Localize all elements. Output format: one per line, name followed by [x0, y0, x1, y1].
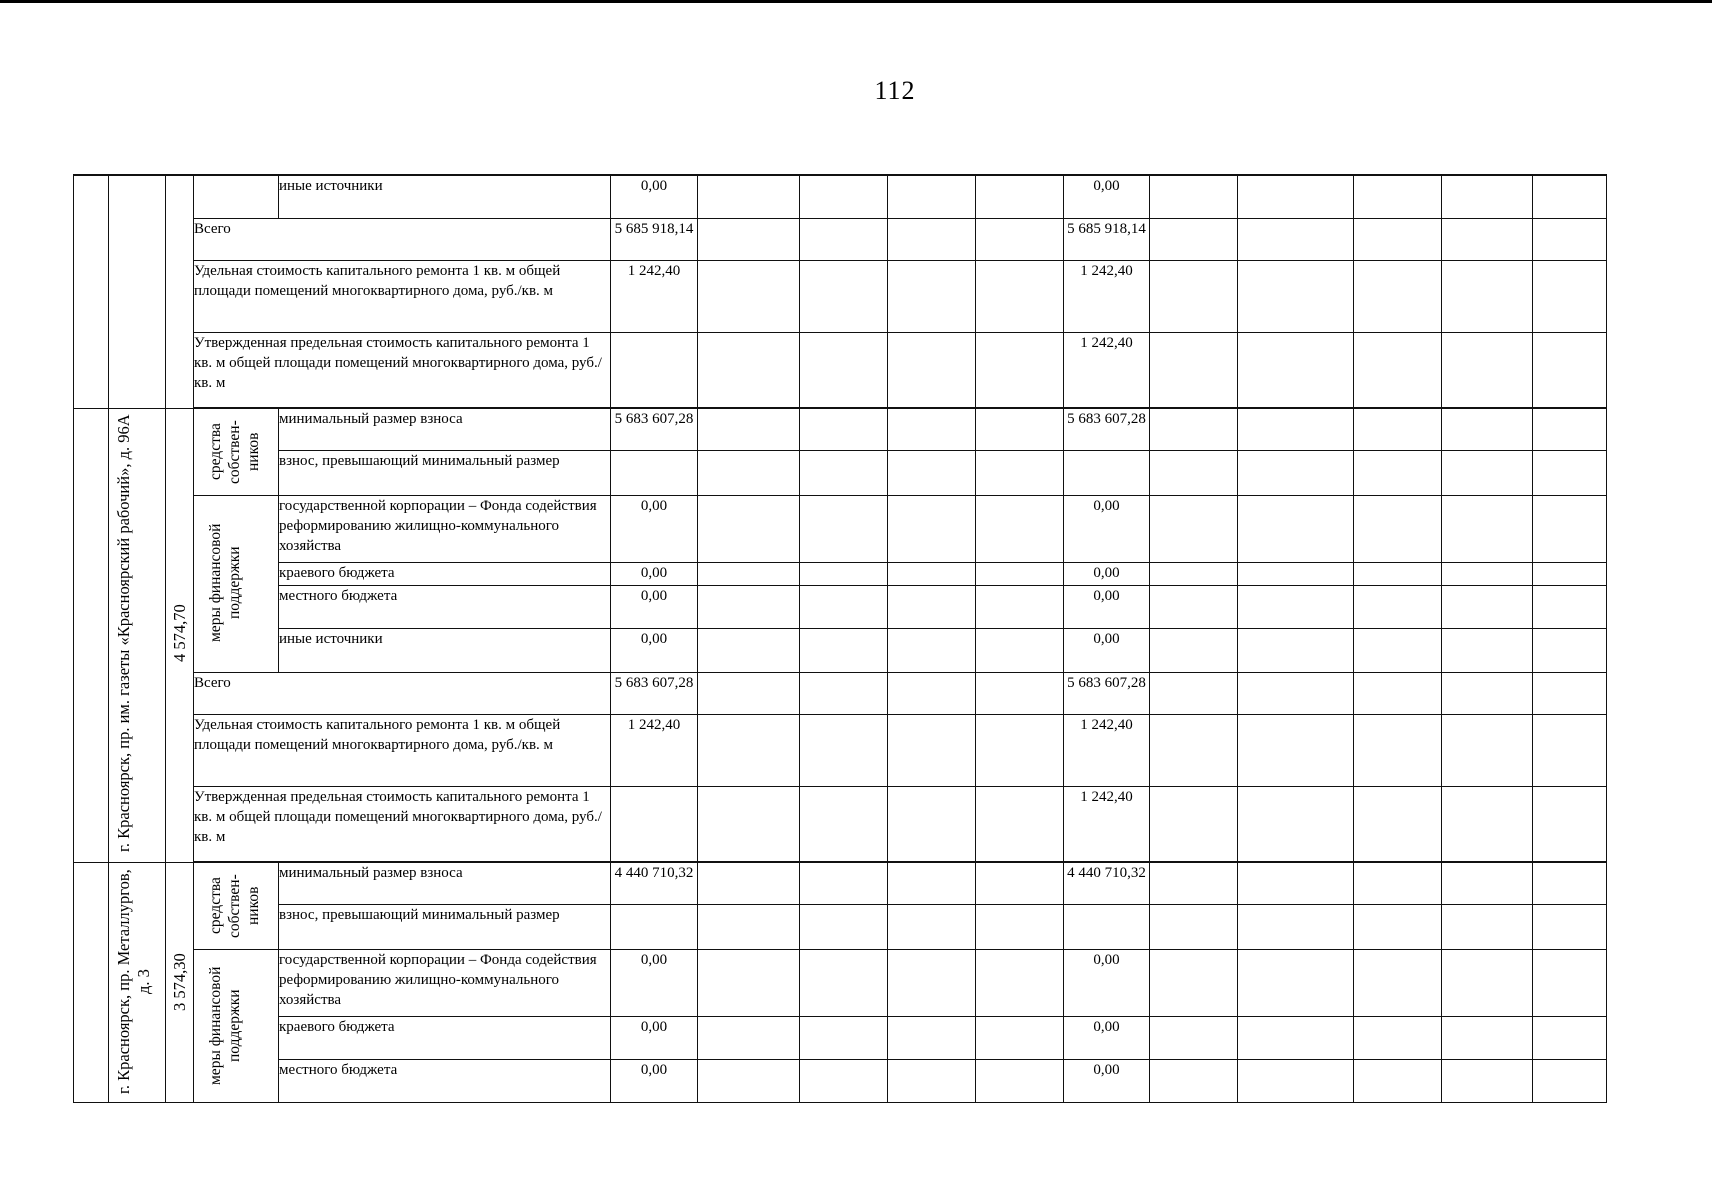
empty-cell	[1354, 714, 1442, 786]
group-financial-support	[194, 495, 279, 672]
value-cell: 0,00	[611, 175, 698, 218]
empty-cell	[1354, 495, 1442, 562]
empty-cell	[1150, 175, 1238, 218]
value-cell: 0,00	[1064, 1060, 1150, 1102]
value-cell: 0,00	[611, 585, 698, 628]
empty-cell	[1150, 862, 1238, 904]
empty-cell	[698, 786, 800, 861]
empty-cell	[976, 862, 1064, 904]
table-row	[74, 218, 1607, 260]
empty-cell	[888, 408, 976, 450]
empty-cell	[1354, 786, 1442, 861]
empty-cell	[1238, 562, 1354, 585]
empty-cell	[1150, 628, 1238, 672]
empty-cell	[1442, 1016, 1533, 1059]
empty-cell	[976, 562, 1064, 585]
value-cell: 1 242,40	[1064, 786, 1150, 861]
empty-cell	[1354, 1016, 1442, 1059]
value-cell: 0,00	[1064, 585, 1150, 628]
table-row	[74, 862, 1607, 904]
table-cell	[194, 175, 279, 218]
value-cell: 1 242,40	[1064, 332, 1150, 407]
empty-cell	[888, 562, 976, 585]
empty-cell	[1533, 862, 1607, 904]
empty-cell	[888, 862, 976, 904]
empty-cell	[800, 562, 888, 585]
empty-cell	[1238, 628, 1354, 672]
empty-cell	[976, 1016, 1064, 1059]
group-financial-support	[194, 949, 279, 1102]
empty-cell	[976, 672, 1064, 714]
table-row	[74, 1016, 1607, 1059]
empty-cell	[1354, 1060, 1442, 1102]
empty-cell	[888, 904, 976, 949]
empty-cell	[1442, 714, 1533, 786]
value-cell: 1 242,40	[1064, 714, 1150, 786]
empty-cell	[1354, 585, 1442, 628]
value-cell: 1 242,40	[611, 714, 698, 786]
value-cell: 5 683 607,28	[1064, 672, 1150, 714]
empty-cell	[976, 175, 1064, 218]
empty-cell	[800, 714, 888, 786]
top-border-line	[0, 0, 1712, 3]
empty-cell	[888, 786, 976, 861]
row-label: минимальный размер взноса	[279, 862, 611, 904]
group-label: меры финансовой поддержки	[207, 522, 243, 642]
empty-cell	[1238, 332, 1354, 407]
empty-cell	[1238, 862, 1354, 904]
empty-cell	[1442, 1060, 1533, 1102]
empty-cell	[698, 1060, 800, 1102]
empty-cell	[1238, 408, 1354, 450]
empty-cell	[698, 175, 800, 218]
table-row	[74, 628, 1607, 672]
row-label: иные источники	[279, 628, 611, 672]
row-label: краевого бюджета	[279, 1016, 611, 1059]
empty-cell	[1354, 260, 1442, 332]
row-label: государственной корпорации – Фонда содействия реформированию жилищно-коммунального хозяйства	[279, 495, 611, 562]
empty-cell	[1354, 672, 1442, 714]
empty-cell	[1442, 862, 1533, 904]
table-row	[74, 332, 1607, 407]
empty-cell	[1533, 218, 1607, 260]
empty-cell	[800, 1060, 888, 1102]
value-cell: 4 440 710,32	[611, 862, 698, 904]
table-row	[74, 585, 1607, 628]
empty-cell	[1150, 585, 1238, 628]
empty-cell	[888, 218, 976, 260]
empty-cell	[888, 332, 976, 407]
value-cell: 0,00	[1064, 175, 1150, 218]
row-label: взнос, превышающий минимальный размер	[279, 904, 611, 949]
empty-cell	[1150, 562, 1238, 585]
empty-cell	[1238, 714, 1354, 786]
empty-cell	[888, 714, 976, 786]
empty-cell	[800, 218, 888, 260]
empty-cell	[611, 786, 698, 861]
empty-cell	[976, 585, 1064, 628]
group-owners-funds	[194, 862, 279, 949]
empty-cell	[1533, 175, 1607, 218]
table-row	[74, 408, 1607, 450]
empty-cell	[1238, 175, 1354, 218]
empty-cell	[1442, 949, 1533, 1016]
empty-cell	[976, 628, 1064, 672]
empty-cell	[1238, 218, 1354, 260]
empty-cell	[888, 949, 976, 1016]
empty-cell	[976, 260, 1064, 332]
empty-cell	[800, 260, 888, 332]
empty-cell	[1238, 260, 1354, 332]
row-label: краевого бюджета	[279, 562, 611, 585]
empty-cell	[976, 949, 1064, 1016]
empty-cell	[1238, 450, 1354, 495]
group-owners-funds	[194, 408, 279, 495]
empty-cell	[800, 408, 888, 450]
empty-cell	[1150, 218, 1238, 260]
empty-cell	[976, 218, 1064, 260]
empty-cell	[1442, 260, 1533, 332]
empty-cell	[1533, 1060, 1607, 1102]
empty-cell	[1238, 786, 1354, 861]
empty-cell	[1238, 904, 1354, 949]
empty-cell	[1354, 218, 1442, 260]
value-cell: 1 242,40	[611, 260, 698, 332]
value-cell: 0,00	[611, 1016, 698, 1059]
house-area-cell	[166, 408, 194, 862]
empty-cell	[800, 1016, 888, 1059]
empty-cell	[1533, 260, 1607, 332]
value-cell: 0,00	[611, 1060, 698, 1102]
empty-cell	[1354, 175, 1442, 218]
table-row	[74, 450, 1607, 495]
table-cell	[74, 175, 109, 408]
house-address-cell	[109, 408, 166, 862]
empty-cell	[888, 628, 976, 672]
value-cell: 4 440 710,32	[1064, 862, 1150, 904]
value-cell: 0,00	[611, 628, 698, 672]
value-cell: 0,00	[611, 949, 698, 1016]
empty-cell	[888, 260, 976, 332]
empty-cell	[1354, 862, 1442, 904]
value-cell: 5 683 607,28	[611, 408, 698, 450]
empty-cell	[698, 260, 800, 332]
empty-cell	[800, 332, 888, 407]
empty-cell	[976, 408, 1064, 450]
empty-cell	[698, 562, 800, 585]
empty-cell	[1238, 585, 1354, 628]
empty-cell	[1442, 672, 1533, 714]
empty-cell	[1533, 904, 1607, 949]
empty-cell	[976, 904, 1064, 949]
page-number: 112	[874, 76, 916, 105]
row-label-total: Всего	[194, 672, 611, 714]
house-area-cell	[166, 862, 194, 1102]
value-cell: 1 242,40	[1064, 260, 1150, 332]
empty-cell	[1150, 495, 1238, 562]
empty-cell	[1533, 495, 1607, 562]
empty-cell	[698, 1016, 800, 1059]
empty-cell	[1533, 949, 1607, 1016]
empty-cell	[1150, 332, 1238, 407]
empty-cell	[1442, 628, 1533, 672]
table-row	[74, 175, 1607, 218]
table-cell	[74, 862, 109, 1102]
row-label-limit-cost: Утвержденная предельная стоимость капитального ремонта 1 кв. м общей площади помещений многоквартирного дома, руб./кв. м	[194, 332, 611, 407]
empty-cell	[976, 1060, 1064, 1102]
empty-cell	[1533, 408, 1607, 450]
empty-cell	[1533, 332, 1607, 407]
empty-cell	[611, 332, 698, 407]
row-label: местного бюджета	[279, 585, 611, 628]
empty-cell	[1150, 1016, 1238, 1059]
empty-cell	[698, 714, 800, 786]
empty-cell	[800, 450, 888, 495]
empty-cell	[1150, 408, 1238, 450]
empty-cell	[698, 949, 800, 1016]
empty-cell	[1533, 1016, 1607, 1059]
empty-cell	[888, 450, 976, 495]
empty-cell	[1354, 949, 1442, 1016]
row-label-total: Всего	[194, 218, 611, 260]
empty-cell	[1442, 786, 1533, 861]
empty-cell	[698, 862, 800, 904]
value-cell: 0,00	[1064, 1016, 1150, 1059]
table-row	[74, 562, 1607, 585]
empty-cell	[1442, 332, 1533, 407]
row-label-unit-cost: Удельная стоимость капитального ремонта 1 кв. м общей площади помещений многоквартирного дома, руб./кв. м	[194, 714, 611, 786]
empty-cell	[1533, 585, 1607, 628]
empty-cell	[1442, 585, 1533, 628]
empty-cell	[1150, 714, 1238, 786]
table-row	[74, 495, 1607, 562]
row-label-unit-cost: Удельная стоимость капитального ремонта 1 кв. м общей площади помещений многоквартирного дома, руб./кв. м	[194, 260, 611, 332]
empty-cell	[698, 332, 800, 407]
table-row	[74, 672, 1607, 714]
empty-cell	[1354, 904, 1442, 949]
table-cell	[166, 175, 194, 408]
group-label: средства собствен-ников	[207, 419, 262, 484]
group-label: меры финансовой поддержки	[207, 966, 243, 1085]
empty-cell	[1442, 495, 1533, 562]
empty-cell	[1354, 562, 1442, 585]
table-row	[74, 904, 1607, 949]
empty-cell	[800, 862, 888, 904]
empty-cell	[800, 585, 888, 628]
empty-cell	[1238, 1060, 1354, 1102]
empty-cell	[1354, 450, 1442, 495]
value-cell: 5 685 918,14	[1064, 218, 1150, 260]
empty-cell	[888, 672, 976, 714]
row-label-limit-cost: Утвержденная предельная стоимость капитального ремонта 1 кв. м общей площади помещений многоквартирного дома, руб./кв. м	[194, 786, 611, 861]
empty-cell	[1442, 562, 1533, 585]
empty-cell	[1150, 904, 1238, 949]
table-row	[74, 260, 1607, 332]
empty-cell	[1064, 450, 1150, 495]
empty-cell	[1354, 408, 1442, 450]
empty-cell	[800, 672, 888, 714]
row-label: государственной корпорации – Фонда содействия реформированию жилищно-коммунального хозяйства	[279, 949, 611, 1016]
empty-cell	[1150, 949, 1238, 1016]
house-area: 3 574,30	[169, 952, 189, 1011]
empty-cell	[800, 949, 888, 1016]
empty-cell	[698, 408, 800, 450]
empty-cell	[1533, 628, 1607, 672]
empty-cell	[1354, 332, 1442, 407]
empty-cell	[800, 495, 888, 562]
empty-cell	[976, 714, 1064, 786]
empty-cell	[1533, 562, 1607, 585]
empty-cell	[888, 495, 976, 562]
empty-cell	[1150, 786, 1238, 861]
empty-cell	[698, 450, 800, 495]
row-label: минимальный размер взноса	[279, 408, 611, 450]
table-row	[74, 714, 1607, 786]
value-cell: 5 685 918,14	[611, 218, 698, 260]
empty-cell	[888, 1060, 976, 1102]
empty-cell	[888, 175, 976, 218]
empty-cell	[698, 585, 800, 628]
group-label: средства собствен-ников	[207, 873, 262, 938]
empty-cell	[698, 904, 800, 949]
value-cell: 0,00	[1064, 628, 1150, 672]
empty-cell	[800, 904, 888, 949]
house-address: г. Красноярск, пр. им. газеты «Красноярский рабочий», д. 96А	[114, 413, 133, 852]
value-cell: 0,00	[611, 495, 698, 562]
empty-cell	[1354, 628, 1442, 672]
empty-cell	[1442, 408, 1533, 450]
empty-cell	[698, 672, 800, 714]
row-label: местного бюджета	[279, 1060, 611, 1102]
empty-cell	[1150, 450, 1238, 495]
empty-cell	[800, 175, 888, 218]
empty-cell	[611, 904, 698, 949]
value-cell: 5 683 607,28	[611, 672, 698, 714]
empty-cell	[1533, 786, 1607, 861]
empty-cell	[888, 1016, 976, 1059]
empty-cell	[1533, 450, 1607, 495]
house-area: 4 574,70	[169, 603, 189, 662]
house-address: г. Красноярск, пр. Металлургов, д. 3	[114, 869, 153, 1094]
table-row	[74, 949, 1607, 1016]
empty-cell	[698, 218, 800, 260]
table-cell	[109, 175, 166, 408]
value-cell: 5 683 607,28	[1064, 408, 1150, 450]
empty-cell	[1238, 949, 1354, 1016]
capital-repair-table	[73, 174, 1607, 1103]
table-cell	[74, 408, 109, 862]
empty-cell	[1150, 1060, 1238, 1102]
value-cell: 0,00	[1064, 949, 1150, 1016]
empty-cell	[976, 495, 1064, 562]
value-cell: 0,00	[1064, 562, 1150, 585]
table-row	[74, 786, 1607, 861]
table-row	[74, 1060, 1607, 1102]
empty-cell	[698, 628, 800, 672]
house-address-cell	[109, 862, 166, 1102]
empty-cell	[1064, 904, 1150, 949]
row-label: иные источники	[279, 175, 611, 218]
empty-cell	[1238, 1016, 1354, 1059]
empty-cell	[1442, 218, 1533, 260]
empty-cell	[1533, 714, 1607, 786]
value-cell: 0,00	[611, 562, 698, 585]
empty-cell	[1150, 672, 1238, 714]
empty-cell	[1238, 495, 1354, 562]
empty-cell	[1442, 175, 1533, 218]
empty-cell	[1533, 672, 1607, 714]
empty-cell	[800, 786, 888, 861]
empty-cell	[800, 628, 888, 672]
empty-cell	[1150, 260, 1238, 332]
empty-cell	[888, 585, 976, 628]
empty-cell	[976, 450, 1064, 495]
empty-cell	[1442, 904, 1533, 949]
empty-cell	[976, 786, 1064, 861]
empty-cell	[698, 495, 800, 562]
empty-cell	[976, 332, 1064, 407]
empty-cell	[1238, 672, 1354, 714]
value-cell: 0,00	[1064, 495, 1150, 562]
empty-cell	[1442, 450, 1533, 495]
empty-cell	[611, 450, 698, 495]
row-label: взнос, превышающий минимальный размер	[279, 450, 611, 495]
